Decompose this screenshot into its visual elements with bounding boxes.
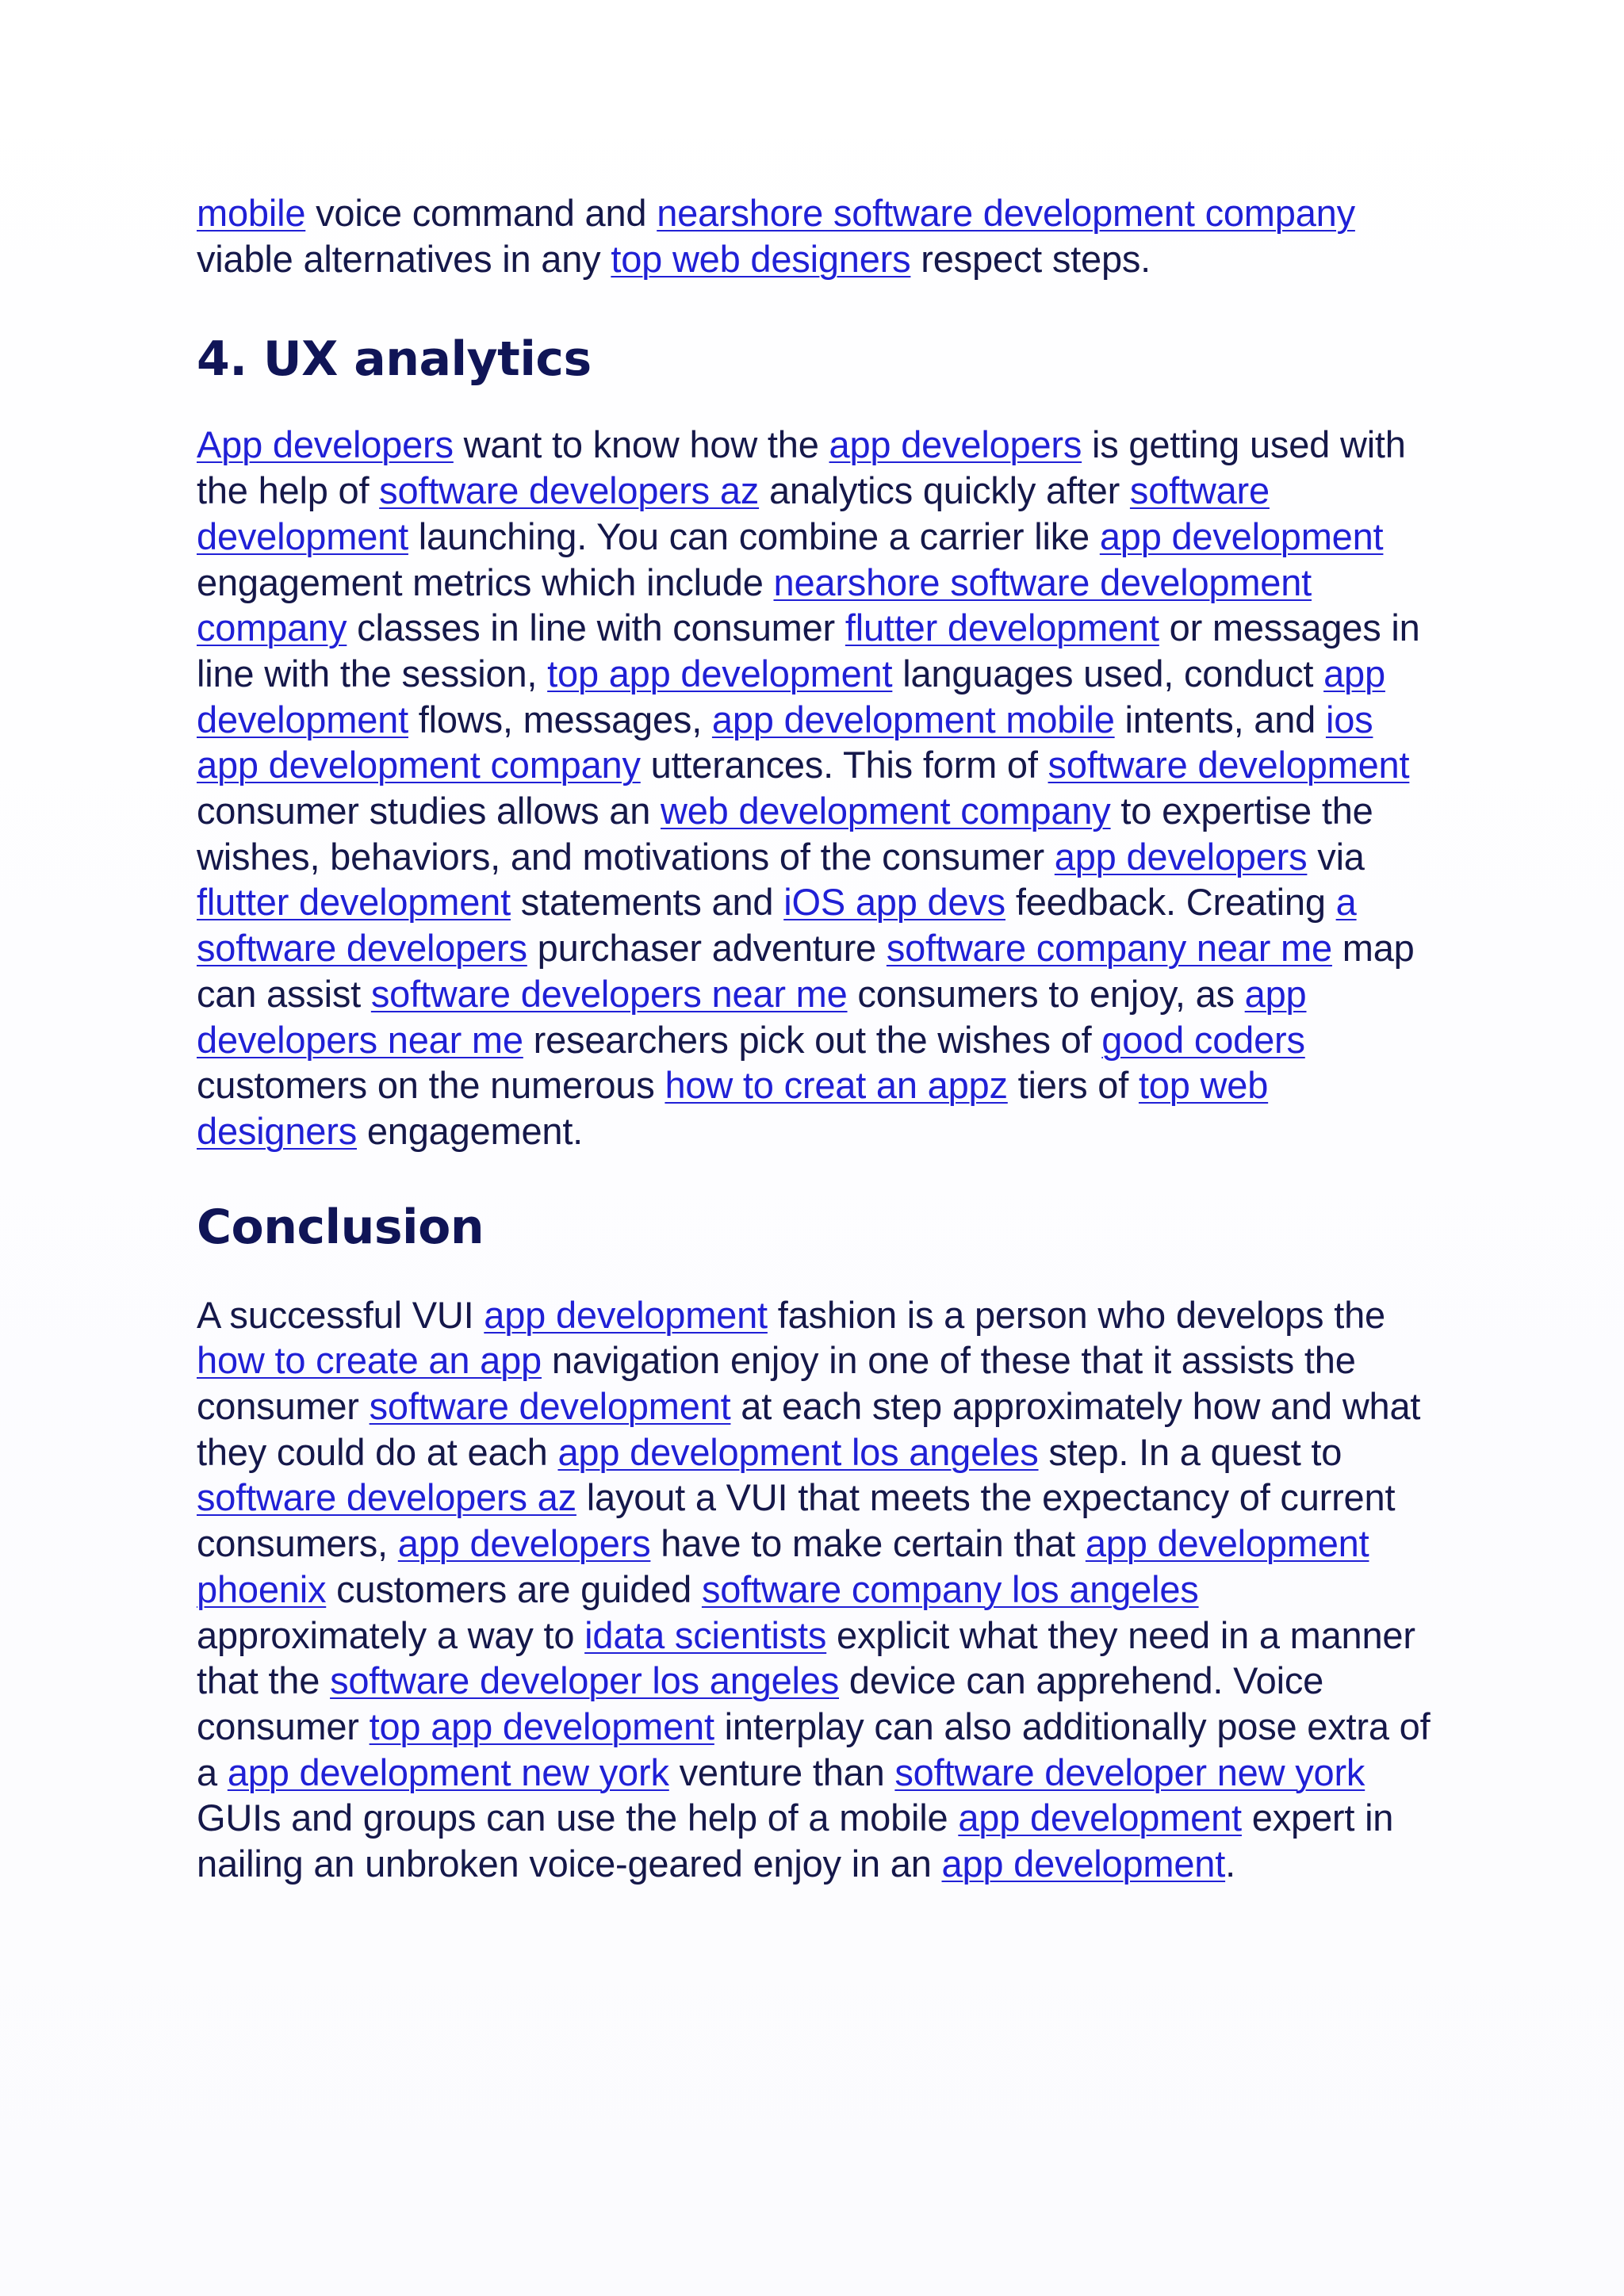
text-run: fashion is a person who develops the [767,1293,1385,1336]
inline-link[interactable]: app developers near me [197,972,1307,1061]
text-run: expert in nailing an unbroken voice-geared enjoy in an [197,1797,1394,1885]
text-run: tiers of [1007,1064,1139,1107]
text-run: interplay can also additionally pose extra of a [197,1705,1431,1793]
inline-link[interactable]: flutter development [845,607,1159,649]
inline-link[interactable]: nearshore software development company [197,561,1312,649]
text-run: classes in line with consumer [347,607,845,649]
inline-link[interactable]: app development mobile [711,698,1115,740]
inline-link[interactable]: software company los angeles [701,1567,1199,1610]
inline-link[interactable]: software development [369,1385,731,1428]
inline-link[interactable]: app development phoenix [197,1522,1369,1610]
text-run: customers on the numerous [197,1064,665,1107]
inline-link[interactable]: app development [197,652,1385,740]
inline-link[interactable]: software developer los angeles [330,1659,840,1702]
inline-link[interactable]: top app development [547,652,893,695]
heading-ux-analytics: 4. UX analytics [197,331,592,388]
text-run: A successful VUI [197,1293,485,1336]
text-run: intents, and [1114,698,1326,740]
text-run: step. In a quest to [1038,1430,1342,1473]
text-run: languages used, conduct [892,652,1324,695]
text-run: GUIs and groups can use the help of a mobile [197,1797,959,1839]
text-run: consumers to enjoy, as [847,972,1245,1015]
text-run: at each step approximately how and what they could do at each [197,1385,1421,1473]
inline-link[interactable]: how to creat an appz [665,1064,1008,1107]
text-run: engagement. [357,1109,584,1152]
link-nearshore-software-development-company[interactable]: nearshore software development company [657,192,1355,234]
inline-link[interactable]: ios app development company [197,698,1373,786]
inline-link[interactable]: app development [958,1797,1242,1839]
text-run: researchers pick out the wishes of [523,1018,1102,1061]
inline-link[interactable]: app development [941,1843,1226,1885]
inline-link[interactable]: app development new york [227,1751,669,1793]
link-top-web-designers[interactable]: top web designers [611,237,911,280]
text-run: customers are guided [326,1567,702,1610]
ux-analytics-paragraph [197,422,1434,1154]
inline-link[interactable]: top web designers [197,1064,1269,1152]
inline-link[interactable]: app development los angeles [557,1430,1039,1473]
inline-link[interactable]: app development [1099,515,1384,557]
intro-text-2: viable alternatives in any [197,237,611,280]
text-run: have to make certain that [650,1522,1086,1565]
text-run: or messages in line with the session, [197,607,1420,695]
inline-link[interactable]: web development company [661,790,1111,832]
text-run: via [1307,835,1365,878]
intro-text-1: voice command and [305,192,657,234]
text-run: utterances. This form of [640,744,1048,786]
inline-link[interactable]: App developers [197,423,454,466]
inline-link[interactable]: software developers az [379,469,760,512]
inline-link[interactable]: iOS app devs [783,881,1005,924]
text-run: launching. You can combine a carrier like [408,515,1100,557]
inline-link[interactable]: software developers near me [370,972,848,1015]
inline-link[interactable]: software developer new york [894,1751,1365,1793]
text-run: venture than [668,1751,895,1793]
inline-link[interactable]: app developers [829,423,1082,466]
text-run: explicit what they need in a manner that the [197,1613,1415,1702]
text-run: . [1225,1843,1235,1885]
text-run: feedback. Creating [1005,881,1336,924]
text-run: layout a VUI that meets the expectancy of current consumers, [197,1476,1396,1565]
text-run: navigation enjoy in one of these that it assists the consumer [197,1339,1356,1428]
link-mobile[interactable]: mobile [197,192,306,234]
intro-text-3: respect steps. [910,237,1151,280]
text-run: is getting used with the help of [197,423,1406,512]
inline-link[interactable]: app developers [1054,835,1308,878]
inline-link[interactable]: good coders [1101,1018,1305,1061]
text-run: want to know how the [453,423,829,466]
text-run: statements and [510,881,784,924]
inline-link[interactable]: top app development [369,1705,714,1747]
text-run: purchaser adventure [527,927,887,970]
text-run: flows, messages, [408,698,712,740]
text-run: device can apprehend. Voice consumer [197,1659,1324,1747]
inline-link[interactable]: app developers [397,1522,651,1565]
inline-link[interactable]: a software developers [197,881,1357,970]
text-run: to expertise the wishes, behaviors, and motivations of the consumer [197,790,1373,878]
inline-link[interactable]: idata scientists [584,1613,827,1656]
inline-link[interactable]: software company near me [886,927,1332,970]
text-run: engagement metrics which include [197,561,774,603]
inline-link[interactable]: software development [1048,744,1410,786]
inline-link[interactable]: app development [484,1293,768,1336]
document-page [197,190,1434,1887]
inline-link[interactable]: software developers az [197,1476,576,1519]
inline-link[interactable]: software development [197,469,1270,557]
intro-paragraph [197,190,1434,281]
text-run: consumer studies allows an [197,790,661,832]
text-run: approximately a way to [197,1613,585,1656]
inline-link[interactable]: flutter development [197,881,511,924]
heading-conclusion: Conclusion [197,1199,485,1255]
conclusion-paragraph [197,1292,1434,1887]
text-run: analytics quickly after [759,469,1130,512]
inline-link[interactable]: how to create an app [197,1339,542,1382]
text-run: map can assist [197,927,1415,1015]
